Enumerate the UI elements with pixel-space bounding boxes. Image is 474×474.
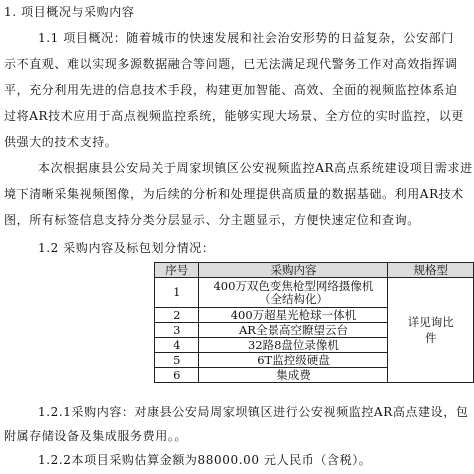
- paragraph-1-1-line-5: 供强大的技术支持。: [4, 135, 118, 149]
- header-no: 序号: [155, 263, 199, 278]
- procurement-table: [154, 262, 474, 383]
- cell-no: 1: [155, 278, 199, 308]
- cell-spec-line-2: 件: [424, 331, 437, 345]
- table-header-row: [155, 263, 474, 278]
- paragraph-1-1-line-4: 过将AR技术应用于高点视频监控系统，能够实现大场景、全方位的实时监控，以更: [4, 109, 464, 123]
- cell-no: 2: [155, 308, 199, 323]
- paragraph-1-2-1-line-1: 1.2.1采购内容：对康县公安局周家坝镇区进行公安视频监控AR高点建设，包: [38, 405, 469, 419]
- paragraph-1-2-1-line-2: 附属存储设备及集成服务费用。。: [4, 429, 188, 443]
- header-spec: 规格型: [388, 263, 474, 278]
- paragraph-project-line-3: 图，所有标签信息支持分类分层显示、分主题显示，方便快速定位和查询。: [4, 213, 420, 227]
- cell-no: 5: [155, 353, 199, 368]
- paragraph-1-1-line-3: 平，充分利用先进的信息技术手段，构建更加智能、高效、全面的视频监控体系迫: [4, 83, 458, 97]
- cell-spec: [388, 278, 474, 383]
- section-heading: 1. 项目概况与采购内容: [4, 5, 135, 19]
- paragraph-project-line-1: 本次根据康县公安局关于周家坝镇区公安视频监控AR高点系统建设项目需求进: [38, 161, 473, 175]
- cell-no: 3: [155, 323, 199, 338]
- cell-content-line-1: 400万双色变焦枪型网络摄像机: [213, 278, 374, 293]
- cell-content: 32路8盘位录像机: [199, 338, 388, 353]
- cell-content: 集成费: [199, 368, 388, 383]
- cell-content: [199, 278, 388, 308]
- paragraph-1-1-line-2: 示不直观、难以实现多源数据融合等问题，已无法满足现代警务工作对高效指挥调: [4, 57, 458, 71]
- cell-content: AR全景高空瞭望云台: [199, 323, 388, 338]
- paragraph-1-2-2: 1.2.2本项目采购估算金额为88000.00 元人民币（含税）。: [38, 453, 372, 467]
- cell-content: 6T监控级硬盘: [199, 353, 388, 368]
- paragraph-1-1-line-1: 1.1 项目概况：随着城市的快速发展和社会治安形势的日益复杂，公安部门: [38, 31, 454, 45]
- cell-no: 6: [155, 368, 199, 383]
- cell-content: 400万超星光枪球一体机: [199, 308, 388, 323]
- paragraph-project-line-2: 境下清晰采集视频图像，为后续的分析和处理提供高质量的数据基础。利用AR技术: [4, 187, 464, 201]
- table-row: [155, 278, 474, 308]
- cell-spec-line-1: 详见询比: [407, 315, 454, 329]
- cell-content-line-2: （全结构化）: [258, 291, 328, 306]
- subsection-1-2-title: 1.2 采购内容及标包划分情况：: [38, 241, 215, 255]
- cell-no: 4: [155, 338, 199, 353]
- header-content: 采购内容: [199, 263, 388, 278]
